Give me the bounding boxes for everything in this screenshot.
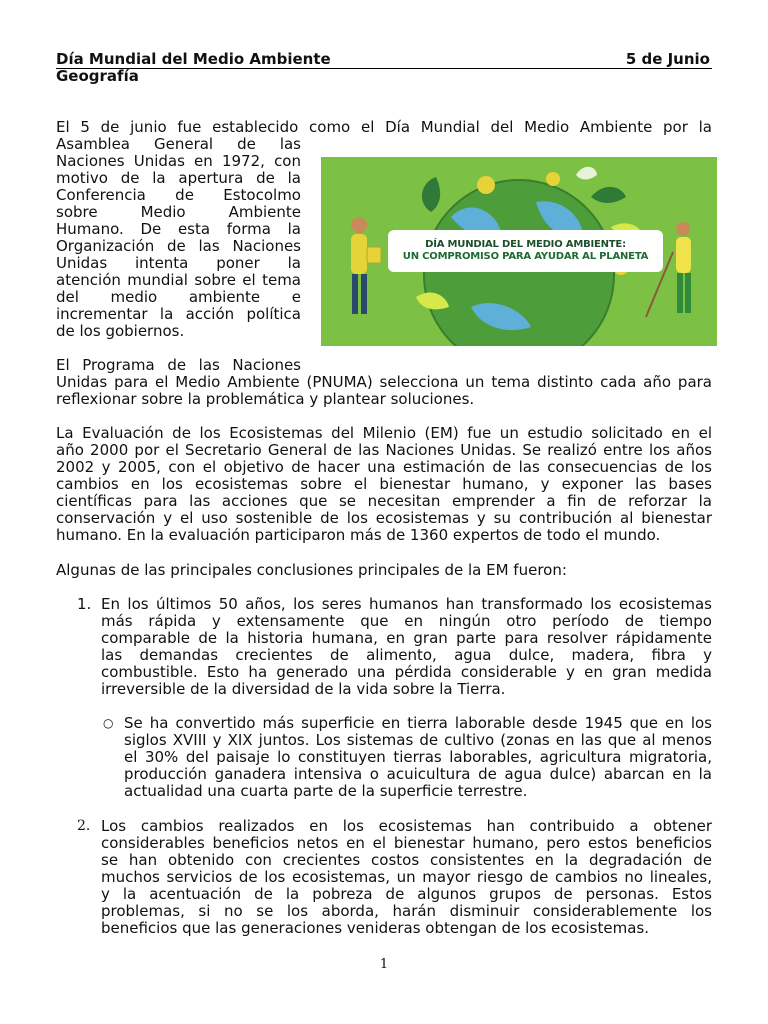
conclusions-intro: Algunas de las principales conclusiones principales de la EM fueron: (56, 561, 567, 579)
em-line: año 2000 por el Secretario General de las Naciones Unidas. Se realizó entre los años (56, 441, 712, 459)
sub-bullet-line: producción ganadera intensiva o acuicultura de agua dulce) abarcan en la (124, 765, 712, 783)
document-title: Día Mundial del Medio Ambiente (56, 50, 331, 68)
intro-line: Asamblea General de las (56, 135, 301, 153)
intro-line: Naciones Unidas en 1972, con (56, 152, 301, 170)
sub-bullet-line: actualidad una cuarta parte de la superficie terrestre. (124, 782, 528, 800)
pnuma-first-line: El Programa de las Naciones (56, 356, 301, 374)
intro-line: de los gobiernos. (56, 322, 185, 340)
list-item-line: En los últimos 50 años, los seres humanos han transformado los ecosistemas (101, 595, 712, 613)
em-line: científicas para las acciones que se necesitan emprender a fin de reforzar la (56, 492, 712, 510)
intro-first-line: El 5 de junio fue establecido como el Día Mundial del Medio Ambiente por la (56, 118, 712, 136)
list-item-number: 2. (77, 818, 91, 834)
intro-paragraph (56, 136, 301, 340)
intro-line: incrementar la acción política (56, 305, 301, 323)
list-item-line: combustible. Esto ha generado una pérdida considerable y en gran medida (101, 663, 712, 681)
pnuma-line: reflexionar sobre la problemática y plantear soluciones. (56, 390, 475, 408)
list-item-line: y la acentuación de la pobreza de algunos grupos de personas. Estos (101, 885, 712, 903)
pnuma-line: Unidas para el Medio Ambiente (PNUMA) selecciona un tema distinto cada año para (56, 373, 712, 391)
sub-bullet-line: Se ha convertido más superficie en tierra laborable desde 1945 que en los (124, 714, 712, 732)
list-item-line: beneficios que las generaciones venideras obtengan de los ecosistemas. (101, 919, 649, 937)
list-item-line: considerables beneficios netos en el bienestar humano, pero estos beneficios (101, 834, 712, 852)
list-item-line: irreversible de la diversidad de la vida sobre la Tierra. (101, 680, 506, 698)
list-item-line: problemas, si no se los aborda, harán disminuir considerablemente los (101, 902, 712, 920)
list-item-line: las demandas crecientes de alimento, agua dulce, madera, fibra y (101, 646, 712, 664)
banner-headline: DÍA MUNDIAL DEL MEDIO AMBIENTE: (425, 239, 626, 250)
banner-subline: UN COMPROMISO PARA AYUDAR AL PLANETA (402, 251, 649, 262)
document-subject: Geografía (56, 67, 139, 85)
header-row (56, 51, 712, 69)
list-item-2 (101, 818, 712, 937)
list-item-1 (101, 596, 712, 698)
list-item-line: comparable de la historia humana, en gran parte para resolver rápidamente (101, 629, 712, 647)
pnuma-paragraph (56, 374, 712, 408)
intro-line: Humano. De esta forma la (56, 220, 301, 238)
em-paragraph (56, 425, 712, 544)
sub-bullet-line: el 30% del paisaje lo constituyen tierras laborables, agricultura migratoria, (124, 748, 712, 766)
environment-day-banner (321, 157, 717, 346)
em-line: cambios en los ecosistemas sobre el bienestar humano, y exponer las bases (56, 475, 712, 493)
banner-label (388, 230, 663, 272)
em-line: La Evaluación de los Ecosistemas del Milenio (EM) fue un estudio solicitado en el (56, 424, 712, 442)
list-item-line: muchos servicios de los ecosistemas, un mayor riesgo de cambios no lineales, (101, 868, 712, 886)
sub-bullet-item (124, 715, 712, 800)
em-line: humano. En la evaluación participaron más de 1360 expertos de todo el mundo. (56, 526, 661, 544)
em-line: 2002 y 2005, con el objetivo de hacer una estimación de las consecuencias de los (56, 458, 712, 476)
intro-line: Organización de las Naciones (56, 237, 301, 255)
document-date: 5 de Junio (625, 50, 710, 68)
intro-line: motivo de la apertura de la (56, 169, 301, 187)
list-item-number: 1. (77, 595, 92, 613)
sub-bullet-line: siglos XVIII y XIX juntos. Los sistemas de cultivo (zonas en las que al menos (124, 731, 712, 749)
intro-line: del medio ambiente e (56, 288, 301, 306)
list-item-line: más rápida y extensamente que en ningún otro período de tiempo (101, 612, 712, 630)
page-number: 1 (379, 957, 389, 972)
list-item-line: Los cambios realizados en los ecosistemas han contribuido a obtener (101, 817, 712, 835)
em-line: conservación y el uso sostenible de los ecosistemas y su contribución al bienestar (56, 509, 712, 527)
intro-line: Conferencia de Estocolmo (56, 186, 301, 204)
intro-line: atención mundial sobre el tema (56, 271, 301, 289)
intro-line: sobre Medio Ambiente (56, 203, 301, 221)
list-item-line: se han obtenido con crecientes costos consistentes en la degradación de (101, 851, 712, 869)
sub-bullet-marker: ○ (103, 716, 114, 730)
intro-line: Unidas intenta poner la (56, 254, 301, 272)
